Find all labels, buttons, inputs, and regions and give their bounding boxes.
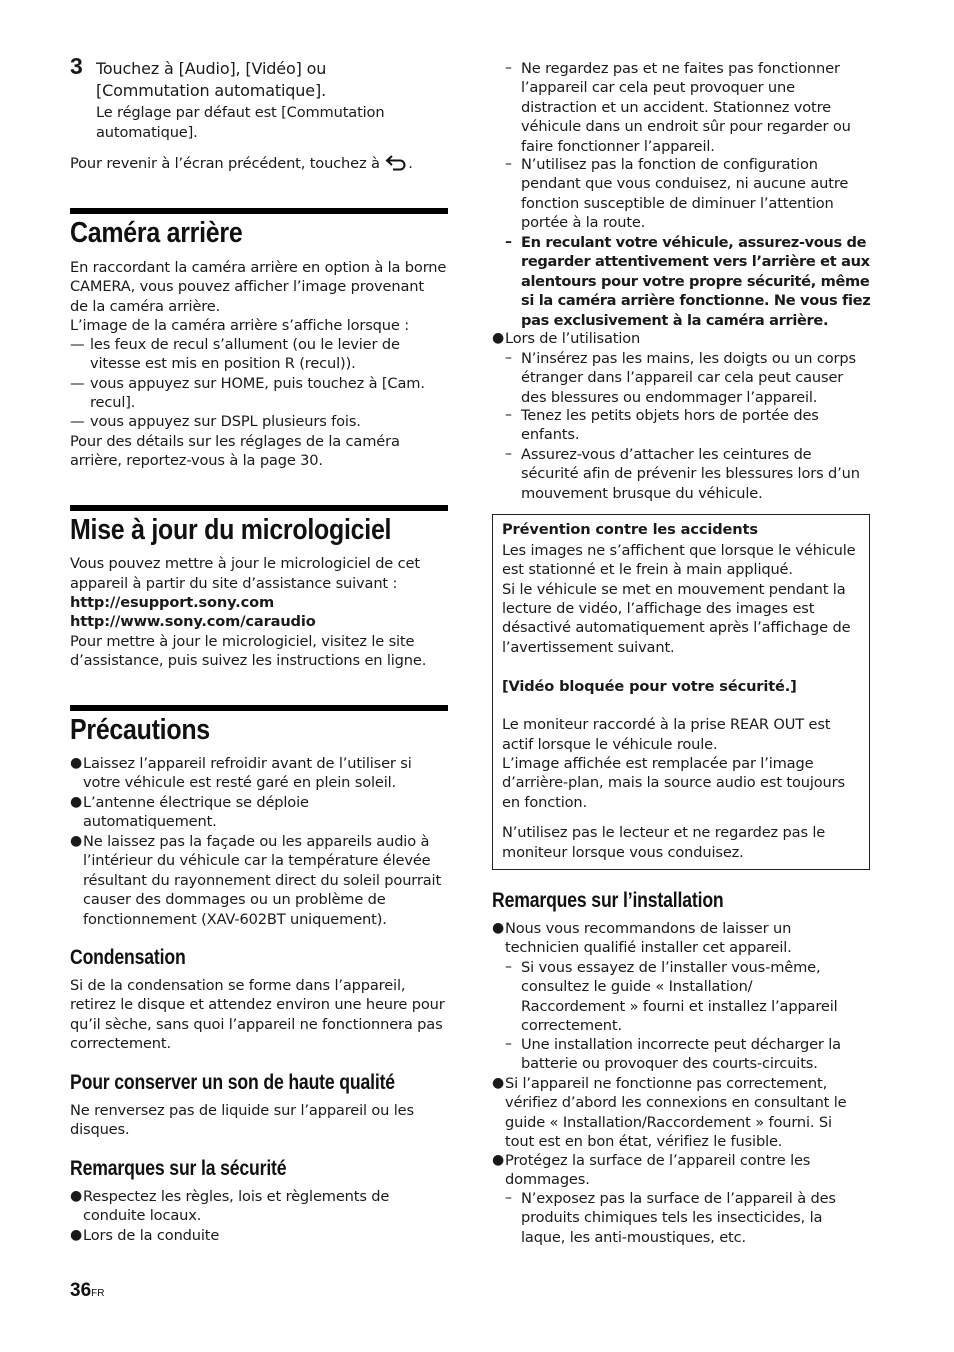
- camera-outro-2: arrière, reportez-vous à la page 30.: [70, 452, 323, 469]
- condensation-title: Condensation: [70, 946, 186, 969]
- section-rule: [70, 505, 448, 511]
- sound-line: disques.: [70, 1121, 130, 1138]
- box-line: lecture de vidéo, l’affichage des images est: [502, 600, 815, 617]
- page-number: 36FR: [70, 1280, 105, 1301]
- condensation-line: qu’il sèche, sans quoi l’appareil ne fonctionnera pas: [70, 1016, 443, 1033]
- condensation-line: retirez le disque et attendez environ une heure pour: [70, 996, 445, 1013]
- step-default-line1: Le réglage par défaut est [Commutation: [96, 104, 385, 121]
- section-rule: [70, 705, 448, 711]
- firmware-intro-2: appareil à partir du site d’assistance suivant :: [70, 575, 398, 592]
- box-line: en fonction.: [502, 794, 588, 811]
- camera-title: Caméra arrière: [70, 217, 243, 249]
- box-line: Le moniteur raccordé à la prise REAR OUT est: [502, 716, 831, 733]
- box-line: actif lorsque le véhicule roule.: [502, 736, 718, 753]
- section-rule: [70, 208, 448, 214]
- step-title-line1: Touchez à [Audio], [Vidéo] ou: [96, 59, 327, 78]
- firmware-title: Mise à jour du micrologiciel: [70, 514, 392, 546]
- camera-intro-3: de la caméra arrière.: [70, 298, 221, 315]
- page-lang: FR: [91, 1288, 105, 1299]
- box-line: N’utilisez pas le lecteur et ne regardez pas le: [502, 824, 826, 841]
- accident-prevention-box: [492, 514, 870, 870]
- return-text: Pour revenir à l’écran précédent, touchez à: [70, 155, 380, 172]
- box-title: Prévention contre les accidents: [502, 521, 758, 538]
- camera-outro-1: Pour des détails sur les réglages de la caméra: [70, 433, 400, 450]
- box-line: d’arrière-plan, mais la source audio est toujours: [502, 774, 845, 791]
- box-line: est stationné et le frein à main appliqué.: [502, 561, 793, 578]
- return-arrow-icon: [384, 153, 408, 176]
- firmware-outro-1: Pour mettre à jour le micrologiciel, visitez le site: [70, 633, 415, 650]
- firmware-intro-1: Vous pouvez mettre à jour le micrologiciel de cet: [70, 555, 420, 572]
- return-instruction: Pour revenir à l’écran précédent, touchez à .: [70, 153, 413, 176]
- step-default-line2: automatique].: [96, 124, 198, 141]
- installation-title: Remarques sur l’installation: [492, 889, 724, 912]
- step-number: 3: [70, 53, 83, 79]
- camera-intro-2: CAMERA, vous pouvez afficher l’image provenant: [70, 278, 424, 295]
- box-line: désactivé automatiquement après l’affichage de: [502, 619, 851, 636]
- box-line: moniteur lorsque vous conduisez.: [502, 844, 744, 861]
- support-link-2[interactable]: http://www.sony.com/caraudio: [70, 613, 316, 630]
- box-line: Si le véhicule se met en mouvement pendant la: [502, 581, 846, 598]
- safety-title: Remarques sur la sécurité: [70, 1157, 287, 1180]
- sound-line: Ne renversez pas de liquide sur l’appareil ou les: [70, 1102, 414, 1119]
- camera-intro-1: En raccordant la caméra arrière en option à la borne: [70, 259, 447, 276]
- box-line: l’avertissement suivant.: [502, 639, 675, 656]
- sound-title: Pour conserver un son de haute qualité: [70, 1071, 395, 1094]
- condensation-line: correctement.: [70, 1035, 171, 1052]
- step-title-line2: [Commutation automatique].: [96, 81, 327, 100]
- firmware-outro-2: d’assistance, puis suivez les instructions en ligne.: [70, 652, 427, 669]
- camera-intro-4: L’image de la caméra arrière s’affiche lorsque :: [70, 317, 409, 334]
- precautions-title: Précautions: [70, 714, 210, 746]
- support-link-1[interactable]: http://esupport.sony.com: [70, 594, 274, 611]
- box-warning: [Vidéo bloquée pour votre sécurité.]: [502, 678, 797, 695]
- condensation-line: Si de la condensation se forme dans l’appareil,: [70, 977, 406, 994]
- box-line: Les images ne s’affichent que lorsque le véhicule: [502, 542, 856, 559]
- box-line: L’image affichée est remplacée par l’image: [502, 755, 814, 772]
